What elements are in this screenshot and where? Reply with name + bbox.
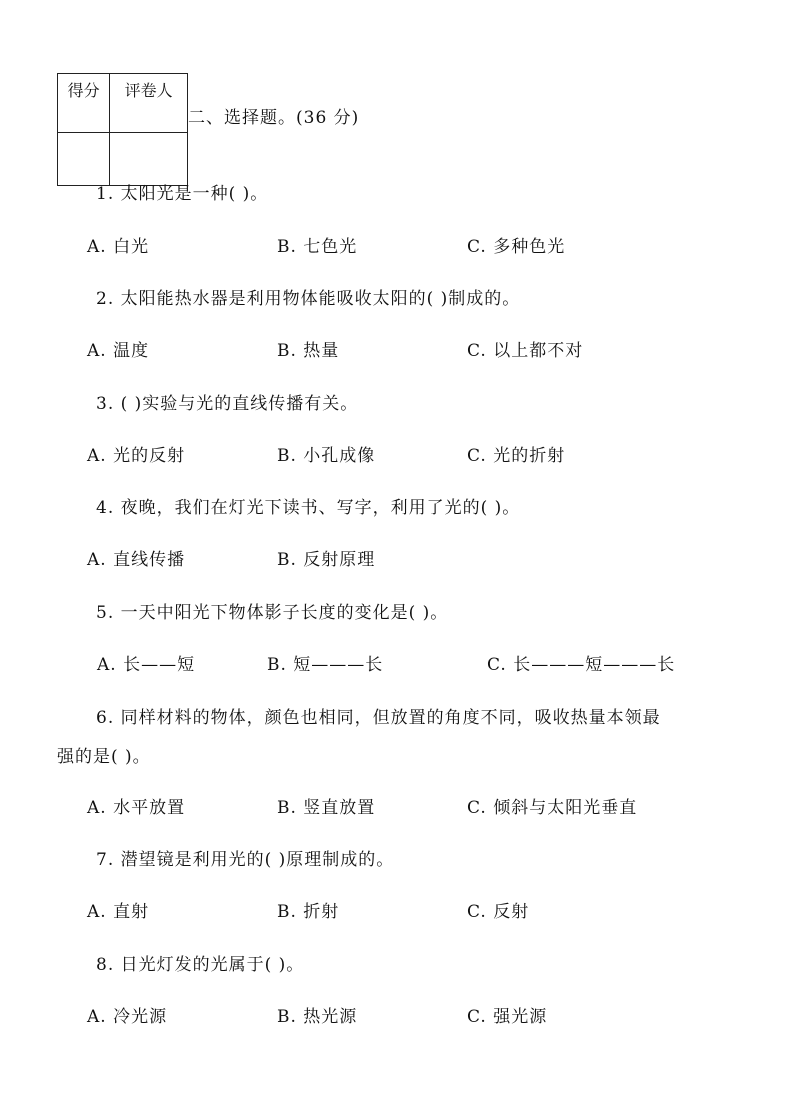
question-2-option-a[interactable]: A. 温度 <box>87 341 150 361</box>
question-8-option-c[interactable]: C. 强光源 <box>467 1007 548 1027</box>
question-4-stem: 4. 夜晚，我们在灯光下读书、写字，利用了光的( )。 <box>96 498 521 518</box>
question-1-option-b[interactable]: B. 七色光 <box>277 237 358 257</box>
question-6-option-a[interactable]: A. 水平放置 <box>87 798 186 818</box>
question-3-option-a[interactable]: A. 光的反射 <box>87 446 186 466</box>
grader-cell[interactable] <box>110 133 188 186</box>
question-7-option-a[interactable]: A. 直射 <box>87 902 150 922</box>
question-8-option-a[interactable]: A. 冷光源 <box>87 1007 168 1027</box>
question-2-option-b[interactable]: B. 热量 <box>277 341 340 361</box>
question-6-stem-continued: 强的是( )。 <box>57 747 151 767</box>
grader-label: 评卷人 <box>110 74 188 133</box>
question-7-option-c[interactable]: C. 反射 <box>467 902 530 922</box>
question-3-option-c[interactable]: C. 光的折射 <box>467 446 566 466</box>
question-4-option-b[interactable]: B. 反射原理 <box>277 550 376 570</box>
question-7-option-b[interactable]: B. 折射 <box>277 902 340 922</box>
question-3-stem: 3. ( )实验与光的直线传播有关。 <box>96 394 359 414</box>
question-3-option-b[interactable]: B. 小孔成像 <box>277 446 376 466</box>
score-label: 得分 <box>58 74 110 133</box>
question-1-option-a[interactable]: A. 白光 <box>87 237 150 257</box>
question-6-option-c[interactable]: C. 倾斜与太阳光垂直 <box>467 798 638 818</box>
question-2-stem: 2. 太阳能热水器是利用物体能吸收太阳的( )制成的。 <box>96 289 521 309</box>
question-5-option-b[interactable]: B. 短———长 <box>267 655 384 675</box>
question-4-option-a[interactable]: A. 直线传播 <box>87 550 186 570</box>
question-8-stem: 8. 日光灯发的光属于( )。 <box>96 955 305 975</box>
question-5-option-c[interactable]: C. 长———短———长 <box>487 655 676 675</box>
question-7-stem: 7. 潜望镜是利用光的( )原理制成的。 <box>96 850 395 870</box>
question-2-option-c[interactable]: C. 以上都不对 <box>467 341 584 361</box>
score-box <box>57 73 188 186</box>
question-6-stem: 6. 同样材料的物体，颜色也相同，但放置的角度不同，吸收热量本领最 <box>96 708 661 728</box>
question-6-option-b[interactable]: B. 竖直放置 <box>277 798 376 818</box>
question-1-option-c[interactable]: C. 多种色光 <box>467 237 566 257</box>
question-5-stem: 5. 一天中阳光下物体影子长度的变化是( )。 <box>96 603 449 623</box>
question-8-option-b[interactable]: B. 热光源 <box>277 1007 358 1027</box>
score-cell[interactable] <box>58 133 110 186</box>
question-1-stem: 1. 太阳光是一种( )。 <box>96 184 269 204</box>
section-title: 二、选择题。(36 分) <box>188 108 360 128</box>
question-5-option-a[interactable]: A. 长——短 <box>97 655 196 675</box>
